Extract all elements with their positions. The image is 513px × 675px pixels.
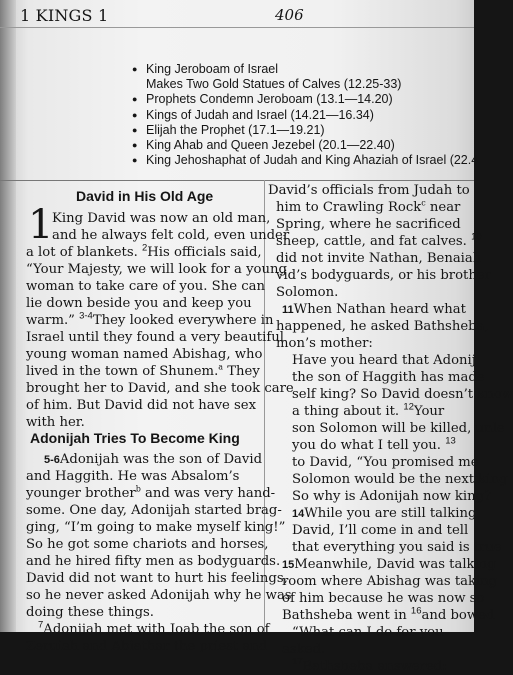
text-line: Solomon would be the next king: [292, 472, 508, 487]
verse-number: 2: [142, 242, 148, 254]
text-line: of him. But David did not have sex: [26, 398, 257, 413]
text-line: young woman named Abishag, who: [26, 347, 263, 362]
text-line: $^{17}$Bathsheba answered:: [292, 656, 447, 674]
text-line: doing these things.: [26, 605, 154, 620]
text-line: King David was now an old man,: [52, 211, 271, 226]
verse-number: 12: [403, 401, 414, 413]
chapter-dropcap: 1: [28, 202, 54, 248]
text-line: that everything you said is true: [292, 540, 502, 555]
text-line: 11When Nathan heard what: [282, 302, 466, 317]
text-line: and he always felt cold, even under: [52, 228, 290, 243]
footnote-marker: b: [135, 484, 141, 494]
verse-number: 13: [445, 435, 456, 447]
bullet-icon: ●: [132, 109, 138, 120]
text-line: 15Meanwhile, David was talking: [282, 557, 496, 572]
text-line: lived in the town of Shunem.$^a$ They: [26, 362, 260, 379]
text-line: Bathsheba went in $^{16}$and bowed: [282, 605, 495, 623]
verse-number: 7: [38, 619, 44, 631]
text-line: vid’s bodyguards, or his brother: [276, 268, 491, 283]
text-line: him to Crawling Rock$^c$ near: [276, 198, 461, 215]
section-heading-david-old-age: David in His Old Age: [76, 188, 214, 204]
text-line: of him because he was now so: [282, 591, 485, 606]
verse-number: 17: [292, 656, 303, 668]
text-line: “Your Majesty, we will look for a young: [26, 262, 287, 277]
text-line: 14While you are still talking: [292, 506, 477, 521]
verse-number: 11: [282, 304, 294, 316]
footnote-marker: c: [421, 198, 426, 208]
contents-item: ● Kings of Judah and Israel (14.21—16.34): [132, 107, 374, 122]
text-line: “What can I do for you: [292, 625, 444, 640]
text-line: so he never asked Adonijah why he was: [26, 588, 292, 603]
bullet-icon: ●: [132, 155, 138, 166]
text-line: some. One day, Adonijah started brag-: [26, 503, 282, 518]
verse-number: 10: [471, 231, 482, 243]
verse-number: 5-6: [44, 454, 60, 466]
text-line: and Haggith. He was Absalom’s: [26, 469, 240, 484]
contents-item: ● King Jehoshaphat of Judah and King Ahaziah of Israel (22.4: [132, 153, 479, 168]
contents-item: ● Prophets Condemn Jeroboam (13.1—14.20): [132, 92, 393, 107]
contents-item-continuation: Makes Two Gold Statues of Calves (12.25-33): [146, 77, 402, 92]
text-line: mon’s mother:: [276, 336, 373, 351]
text-line: lie down beside you and keep you: [26, 296, 252, 311]
header-rule: [0, 27, 474, 28]
text-line: David did not want to hurt his feelings,: [26, 571, 288, 586]
bullet-icon: ●: [132, 64, 138, 74]
text-line: a lot of blankets. $^2$His officials said,: [26, 242, 262, 260]
text-line: Solomon.: [276, 285, 339, 300]
text-line: with her.: [26, 415, 85, 430]
footnote-marker: a: [218, 362, 224, 372]
text-line: to David, “You promised me: [292, 455, 479, 470]
text-line: and he hired fifty men as bodyguards.: [26, 554, 281, 569]
text-line: asked.: [282, 642, 326, 657]
text-line: younger brother$^b$ and was very hand-: [26, 484, 276, 501]
text-line: woman to take care of you. She can: [26, 279, 265, 294]
contents-item: ● King Jeroboam of Israel: [132, 62, 279, 76]
text-line: warm.” $^{3-4}$They looked everywhere in: [26, 310, 274, 328]
text-line: ging, “I’m going to make myself king!”: [26, 520, 286, 535]
contents-item: ● Elijah the Prophet (17.1—19.21): [132, 122, 325, 137]
verse-number: 15: [282, 559, 295, 571]
text-line: brought her to David, and she took care: [26, 381, 294, 396]
text-line: son Solomon will be killed, unle: [292, 421, 505, 436]
text-line: David, I’ll come in and tell: [292, 523, 469, 538]
text-line: did not invite Nathan, Benaiah: [276, 251, 482, 266]
column-top-rule: [0, 180, 474, 181]
text-line: 5-6Adonijah was the son of David: [44, 452, 263, 467]
text-line: Have you heard that Adonij: [292, 353, 476, 368]
page-number: 406: [275, 6, 304, 24]
text-line: you do what I tell you. $^{13}$: [292, 435, 456, 453]
contents-item: ● King Ahab and Queen Jezebel (20.1—22.40): [132, 138, 395, 153]
text-line: happened, he asked Bathsheba,: [276, 319, 489, 334]
bullet-icon: ●: [132, 94, 138, 105]
verse-number: 3-4: [79, 310, 93, 322]
book-spine: [0, 0, 16, 632]
text-line: Israel until they found a very beautiful: [26, 330, 284, 345]
verse-number: 14: [292, 508, 305, 520]
section-contents-list: [132, 62, 478, 168]
running-head: 1 KINGS 1: [20, 6, 109, 25]
section-heading-adonijah: Adonijah Tries To Become King: [30, 430, 240, 446]
text-line: So why is Adonijah now king?: [292, 489, 492, 504]
verse-number: 16: [410, 605, 422, 617]
text-line: David’s officials from Judah to: [268, 183, 470, 198]
text-line: room where Abishag was taking: [282, 574, 498, 589]
bullet-icon: ●: [132, 124, 138, 135]
text-line: $^7$Adonijah met with Joab the son of: [38, 619, 270, 637]
text-line: sheep, cattle, and fat calves. $^{10}$: [276, 231, 482, 249]
text-line: Spring, where he sacrificed: [276, 217, 461, 232]
text-line: the son of Haggith has made: [292, 370, 485, 385]
bullet-icon: ●: [132, 140, 138, 151]
text-line: So he got some chariots and horses,: [26, 537, 269, 552]
text-line: Zeruiah and Abiathar the priest and: [26, 639, 268, 654]
text-line: self king? So David doesn’t know: [292, 387, 513, 402]
text-line: a thing about it. $^{12}$Your: [292, 401, 445, 419]
